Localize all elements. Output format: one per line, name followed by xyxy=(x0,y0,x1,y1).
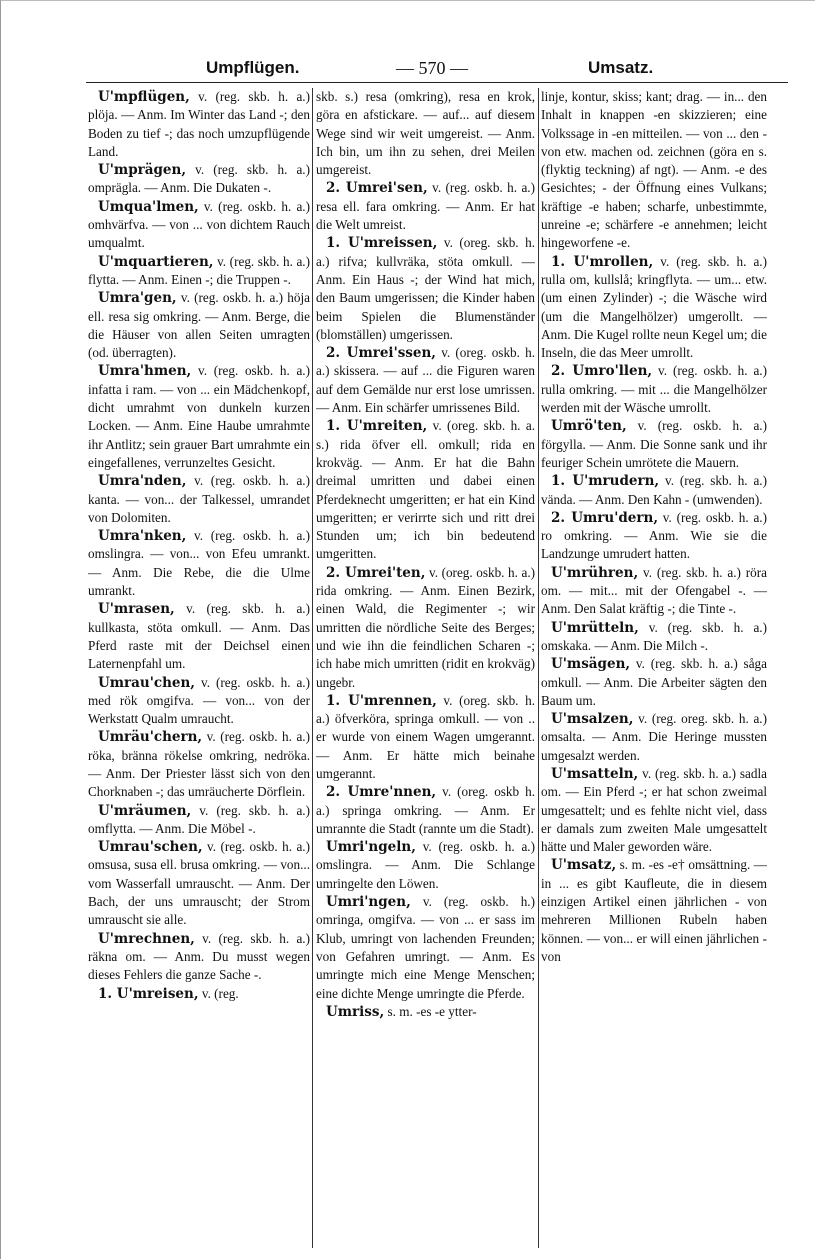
entry-definition: v. (oreg. oskb h. a.) springa omkring. — Anm. Er umrannte die Stadt (rannte um die Stadt). xyxy=(316,784,535,836)
entry-headword: U'mrasen, xyxy=(98,601,175,618)
dictionary-entry xyxy=(541,362,767,417)
dictionary-entry xyxy=(541,655,767,710)
entry-definition: v. (reg. skb. h. a.) rulla om, kullslå; kringflyta. — um... etw. (um einen Zylinder) -; die Wäsche wird (um die Mangelhölzer) umgerollt. — Anm. Die Kugel rollte neun Kegel um; die Inseln, die das Meer umrollt. xyxy=(541,253,767,361)
entry-headword: Umrö'ten, xyxy=(551,418,627,435)
entry-headword: U'mquartieren, xyxy=(98,253,214,270)
entry-definition: v. (reg. oskb. h. a.) höja ell. resa sig omkring. — Anm. Berge, die die Häuser von allen Seiten umragten (od. überragten). xyxy=(88,290,310,361)
dictionary-entry xyxy=(541,417,767,472)
dictionary-entry xyxy=(541,472,767,509)
entry-definition: v. (reg. oskb. h. a.) omslingra. — Anm. Die Schlange umringelte den Löwen. xyxy=(316,839,535,891)
entry-definition: v. (reg. oskb. h. a.) ro omkring. — Anm. Wie sie die Landzunge umrudert hatten. xyxy=(541,509,767,562)
entry-definition: v. (oreg. skb. h. a.) öfverköra, springa omkull. — von .. er wurde von einem Wagen umgerannt. — Anm. Er hätte mich beinahe umgerannt. xyxy=(316,692,535,781)
entry-headword: 2. Umru'dern, xyxy=(551,509,659,526)
entry-headword: Umrau'chen, xyxy=(98,674,196,691)
dictionary-entry xyxy=(88,930,310,985)
dictionary-entry xyxy=(316,179,535,234)
entry-headword: 2. Umre'nnen, xyxy=(326,784,437,801)
dictionary-entry xyxy=(541,564,767,619)
entry-definition: s. m. -es -e ytter- xyxy=(384,1003,477,1019)
dictionary-entry xyxy=(88,362,310,472)
entry-headword: Umri'ngen, xyxy=(326,894,411,911)
entry-definition: v. (reg. xyxy=(198,985,239,1001)
entry-headword: 1. U'mrudern, xyxy=(551,473,660,490)
entry-definition: v. (reg. oskb. h. a.) rulla omkring. — mit ... die Mangelhölzer werden mit der Wäsche umrollt. xyxy=(541,363,767,416)
entry-definition: v. (oreg. oskb. h. a.) rida omkring. — Anm. Einen Bezirk, einen Wald, die Regimenter -; wir umritten die nördliche Seite des Berges; und wie ihn die feindlichen Scharen -; ich habe mich umritten (ridit en krokväg) ungebr. xyxy=(316,564,535,690)
dictionary-entry xyxy=(541,710,767,765)
dictionary-entry xyxy=(541,88,767,253)
entry-definition: v. (reg. skb. h. a.) såga omkull. — Anm. Die Arbeiter sägten den Baum um. xyxy=(541,656,767,708)
entry-headword: U'mpflügen, xyxy=(98,89,190,105)
entry-definition: v. (oreg. skb. h. a. s.) rida öfver ell. omkull; rida en krokväg. — Anm. Er hat die Bahn dreimal umritten und dabei einen Pferdeknecht umgeritten; er hat ein Kind umgeritten; er verirrte sich und ritt drei Stunden um; ich bin bedeutend umgeritten. xyxy=(316,418,535,562)
entry-definition: v. (reg. oskb. h. a.) omsusa, susa ell. brusa omkring. — von... vom Wasserfall umrauscht. — Anm. Der Bach, der uns umrauscht; der Strom umrauscht sie alle. xyxy=(88,839,310,928)
entry-headword: Umra'gen, xyxy=(98,290,177,307)
entry-headword: Umra'nden, xyxy=(98,473,187,490)
entry-headword: 1. U'mrollen, xyxy=(551,253,654,270)
entry-definition: linje, kontur, skiss; kant; drag. — in... den Inhalt in knappen -en skizzieren; eine Volkssage in -en mitteilen. — von ... den - von etw. machen od. zeichnen (göra en s. (flyktig teckning) af ngt). — Anm. -e des Gesichtes; - der Öffnung eines Vulkans; kräftige -e haben; scharfe, unbestimmte, unreine -e; schärfere -e annehmen; leicht hingeworfene -e. xyxy=(541,89,767,251)
entry-headword: U'mräumen, xyxy=(98,802,192,819)
entry-headword: 2. Umrei'sen, xyxy=(326,180,428,197)
dictionary-column-2 xyxy=(316,88,535,1248)
dictionary-entry xyxy=(541,619,767,656)
entry-headword: 1. U'mreisen, xyxy=(98,985,199,1002)
entry-headword: U'msatz, xyxy=(551,857,617,874)
entry-headword: U'mprägen, xyxy=(98,162,187,179)
entry-headword: Umra'nken, xyxy=(98,528,187,545)
entry-headword: U'mrechnen, xyxy=(98,930,195,947)
entry-definition: v. (reg. skb. h. a.) flytta. — Anm. Einen -; die Truppen -. xyxy=(88,253,310,287)
entry-headword: Umri'ngeln, xyxy=(326,839,416,856)
dictionary-entry xyxy=(316,564,535,692)
page-header xyxy=(88,58,788,82)
dictionary-entry xyxy=(88,289,310,362)
entry-definition: v. (oreg. skb. h. a.) rifva; kullvräka, stöta omkull. — Anm. Ein Haus -; der Wind hat mich, den Baum umgerissen; die Kinder haben beim Spielen die Blumenständer (blomställen) umgerissen. xyxy=(316,235,535,342)
entry-definition: v. (reg. skb. h. a.) röra om. — mit... mit der Ofengabel -. — Anm. Den Salat kräftig -; die Tinte -. xyxy=(541,564,767,617)
dictionary-entry xyxy=(316,783,535,838)
dictionary-entry xyxy=(316,234,535,344)
entry-headword: Umqua'lmen, xyxy=(98,198,199,215)
entry-definition: v. (reg. oskb. h.) omringa, omgifva. — von ... er sass im Klub, umringt von lachenden Freunden; von Gefahren umringt. — Anm. Es umringte mich eine Menge Menschen; eine dichte Menge umringte die Pferde. xyxy=(316,894,535,1001)
entry-headword: 1. U'mreissen, xyxy=(326,235,438,252)
entry-definition: v. (reg. oskb. h. a.) infatta i ram. — von ... ein Mädchenkopf, dicht umrahmt von dunkeln kurzen Locken. — Anm. Eine Haube umrahmte ihr Antlitz; sein grauer Bart umrahmte ein eingefallenes, verrunzeltes Gesicht. xyxy=(88,363,310,470)
dictionary-column-1 xyxy=(88,88,310,1248)
entry-definition: v. (reg. oskb. h. a.) förgylla. — Anm. Die Sonne sank und ihr feuriger Schein umrötete die Mauern. xyxy=(541,418,767,470)
dictionary-entry xyxy=(88,838,310,929)
dictionary-entry xyxy=(88,985,310,1003)
entry-definition: s. m. -es -e† omsättning. — in ... es gibt Kaufleute, die in diesem einzigen Artikel einen jährlichen - von mehreren Millionen Rubeln haben können. — von... er will einen jährlichen - von xyxy=(541,857,767,964)
entry-definition: v. (reg. skb. h. a.) kullkasta, stöta omkull. — Anm. Das Pferd raste mit der Deichsel einen Laternenpfahl um. xyxy=(88,601,310,672)
dictionary-entry xyxy=(88,472,310,527)
entry-headword: 1. U'mreiten, xyxy=(326,418,428,435)
column-divider xyxy=(538,88,539,1248)
dictionary-entry xyxy=(88,802,310,839)
entry-headword: U'mrütteln, xyxy=(551,619,639,636)
dictionary-entry xyxy=(316,88,535,179)
dictionary-entry xyxy=(88,674,310,729)
entry-definition: v. (reg. skb. h. a.) räkna om. — Anm. Du musst wegen dieses Fehlers die ganze Sache -. xyxy=(88,930,310,983)
dictionary-entry xyxy=(316,692,535,783)
entry-definition: v. (reg. oreg. skb. h. a.) omsalta. — Anm. Die Heringe mussten umgesalzt werden. xyxy=(541,711,767,763)
dictionary-entry xyxy=(541,856,767,966)
dictionary-entry xyxy=(541,509,767,564)
entry-headword: Umrau'schen, xyxy=(98,839,203,856)
dictionary-entry xyxy=(88,198,310,253)
entry-definition: v. (reg. skb. h. a.) vända. — Anm. Den Kahn - (umwenden). xyxy=(541,473,767,507)
entry-definition: v. (reg. skb. h. a.) omskaka. — Anm. Die Milch -. xyxy=(541,619,767,653)
dictionary-entry xyxy=(316,838,535,893)
entry-definition: v. (reg. oskb. h. a.) röka, bränna rökelse omkring, nedröka. — Anm. Der Priester lässt sich von den Chorknaben -; das umräucherte Dörflein. xyxy=(88,729,310,800)
header-left-headword: Umpflügen. xyxy=(206,58,300,77)
dictionary-entry xyxy=(88,600,310,673)
dictionary-entry xyxy=(88,161,310,198)
dictionary-entry xyxy=(316,417,535,563)
entry-headword: Umra'hmen, xyxy=(98,363,192,380)
entry-headword: Umriss, xyxy=(326,1003,385,1020)
header-rule xyxy=(86,82,788,83)
column-divider xyxy=(312,88,313,1248)
dictionary-entry xyxy=(316,893,535,1003)
entry-headword: U'mrühren, xyxy=(551,564,639,581)
dictionary-column-3 xyxy=(541,88,767,1248)
entry-headword: U'msägen, xyxy=(551,656,631,673)
entry-definition: v. (reg. skb. h. a.) omflytta. — Anm. Die Möbel -. xyxy=(88,802,310,836)
entry-definition: v. (reg. skb. h. a.) sadla om. — Ein Pferd -; er hat schon zweimal umgesattelt; und es fehlte nicht viel, dass er damals zum zweiten Male umgesattelt hätte und Maler geworden wäre. xyxy=(541,765,767,855)
entry-definition: skb. s.) resa (omkring), resa en krok, göra en afstickare. — auf... auf diesem Wege sind wir weit umgereist. — Anm. Ich bin, um ihn zu sehen, drei Meilen umgereist. xyxy=(316,89,535,178)
entry-definition: v. (reg. oskb. h. a.) omhvärfva. — von ... von dichtem Rauch umqualmt. xyxy=(88,198,310,251)
dictionary-entry xyxy=(541,765,767,856)
entry-headword: 2. Umro'llen, xyxy=(551,363,653,380)
entry-definition: v. (reg. skb. h. a.) plöja. — Anm. Im Winter das Land -; den Boden zu tief -; das noch umzupflügende Land. xyxy=(88,89,310,159)
page-number: — 570 — xyxy=(396,58,468,78)
entry-definition: v. (reg. skb. h. a.) omprägla. — Anm. Die Dukaten -. xyxy=(88,162,310,196)
dictionary-entry xyxy=(88,88,310,161)
entry-definition: v. (reg. oskb. h. a.) omslingra. — von... von Efeu umrankt. — Anm. Die Rebe, die die Ulme umrankt. xyxy=(88,528,310,599)
entry-definition: v. (reg. oskb. h. a.) med rök omgifva. — von... von der Werkstatt Qualm umraucht. xyxy=(88,674,310,727)
entry-headword: U'msatteln, xyxy=(551,765,639,782)
dictionary-entry xyxy=(316,344,535,417)
dictionary-entry xyxy=(88,253,310,290)
dictionary-entry xyxy=(88,728,310,801)
dictionary-entry xyxy=(316,1003,535,1021)
entry-headword: U'msalzen, xyxy=(551,711,634,728)
entry-headword: 2. Umrei'ssen, xyxy=(326,345,437,362)
entry-definition: v. (oreg. oskb. h. a.) skissera. — auf ... die Figuren waren auf dem Gemälde nur erst lose umrissen. — Anm. Ein schärfer umrissenes Bild. xyxy=(316,345,535,416)
dictionary-entry xyxy=(88,527,310,600)
entry-headword: Umräu'chern, xyxy=(98,729,203,746)
entry-headword: 1. U'mrennen, xyxy=(326,692,437,709)
entry-definition: v. (reg. oskb. h. a.) kanta. — von... der Talkessel, umrandet von Dolomiten. xyxy=(88,473,310,525)
header-right-headword: Umsatz. xyxy=(588,58,654,77)
entry-definition: v. (reg. oskb. h. a.) resa ell. fara omkring. — Anm. Er hat die Welt umreist. xyxy=(316,180,535,233)
dictionary-entry xyxy=(541,253,767,363)
entry-headword: 2. Umrei'ten, xyxy=(326,564,426,581)
